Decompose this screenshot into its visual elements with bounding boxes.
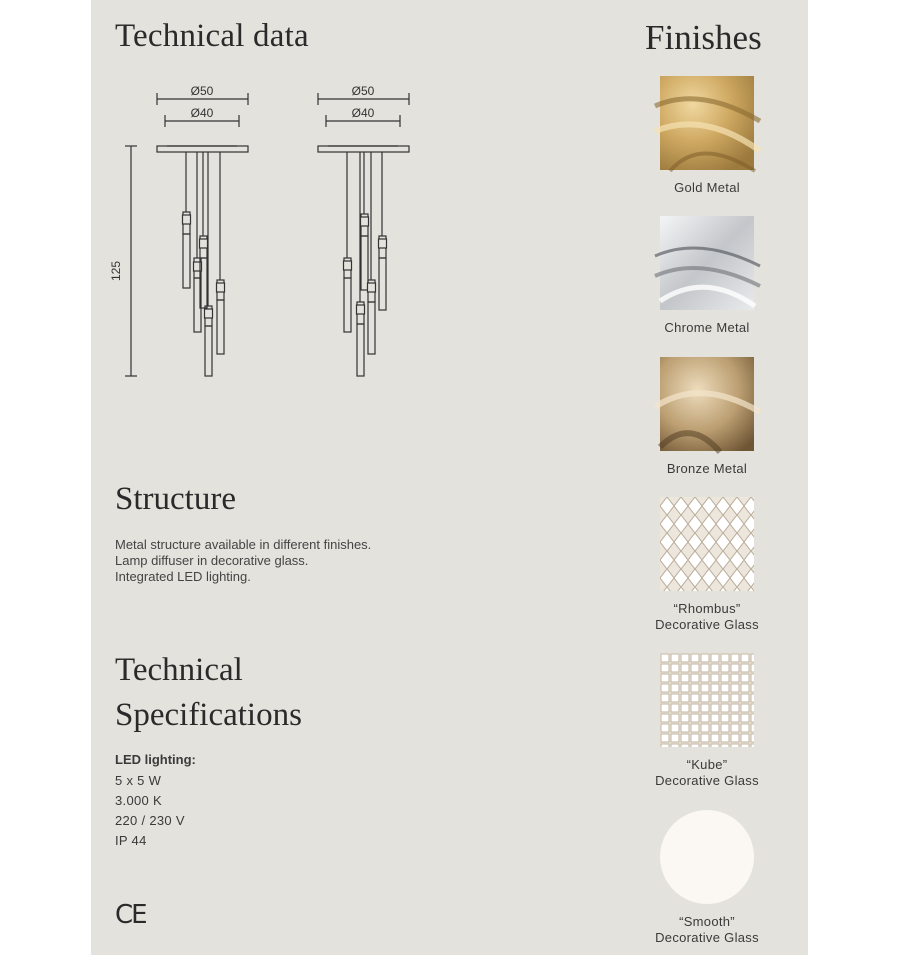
spec-value: 3.000 K [115, 793, 162, 808]
ce-mark: CE [115, 900, 146, 930]
finish-name: Gold Metal [674, 180, 740, 195]
finish-chrome-metal [639, 216, 775, 336]
bronze-metal-swatch [660, 357, 754, 451]
finish-name-line: Decorative Glass [655, 930, 759, 945]
finish-name: Bronze Metal [666, 461, 748, 476]
chrome-metal-swatch [660, 216, 754, 310]
technical-specifications-heading [115, 648, 415, 738]
dim-height-label: 125 [109, 260, 123, 282]
finish-gold-metal [639, 76, 775, 196]
dim-outer-label-b: Ø50 [351, 84, 375, 98]
finish-name: Chrome Metal [664, 320, 750, 335]
kube-glass-swatch [660, 653, 754, 747]
technical-data-heading: Technical data [115, 18, 309, 54]
finish-name-line: “Rhombus” [673, 601, 741, 616]
spec-value: 5 x 5 W [115, 773, 162, 788]
finish-name [639, 757, 775, 789]
dim-inner-label-b: Ø40 [351, 106, 375, 120]
spec-value: 220 / 230 V [115, 813, 185, 828]
finish-name-line: Decorative Glass [655, 773, 759, 788]
drawing-front-view [109, 84, 248, 376]
finish-name-line: “Smooth” [679, 914, 735, 929]
smooth-glass-swatch [660, 810, 754, 904]
structure-line: Metal structure available in different finishes. [115, 537, 372, 552]
finish-smooth-glass [639, 810, 775, 946]
finish-name-line: “Kube” [686, 757, 728, 772]
structure-description [115, 537, 371, 585]
spec-heading-line: Specifications [115, 697, 302, 733]
dim-outer-label-a: Ø50 [190, 84, 214, 98]
dim-inner-label-a: Ø40 [190, 106, 214, 120]
finish-kube-glass [639, 653, 775, 789]
spec-value: IP 44 [115, 833, 147, 848]
finish-name [639, 914, 775, 946]
structure-heading: Structure [115, 481, 236, 517]
drawing-side-view [318, 84, 409, 376]
spec-sheet-page [91, 0, 808, 955]
technical-drawing [111, 78, 421, 390]
finish-name-line: Decorative Glass [655, 617, 759, 632]
finish-bronze-metal [639, 357, 775, 477]
finishes-heading: Finishes [645, 18, 762, 57]
led-lighting-label: LED lighting: [115, 752, 196, 767]
structure-line: Lamp diffuser in decorative glass. [115, 553, 309, 568]
finish-rhombus-glass [639, 497, 775, 633]
finish-name [639, 601, 775, 633]
rhombus-glass-swatch [660, 497, 754, 591]
gold-metal-swatch [660, 76, 754, 170]
spec-list [115, 752, 196, 851]
spec-heading-line: Technical [115, 652, 243, 688]
structure-line: Integrated LED lighting. [115, 569, 251, 584]
